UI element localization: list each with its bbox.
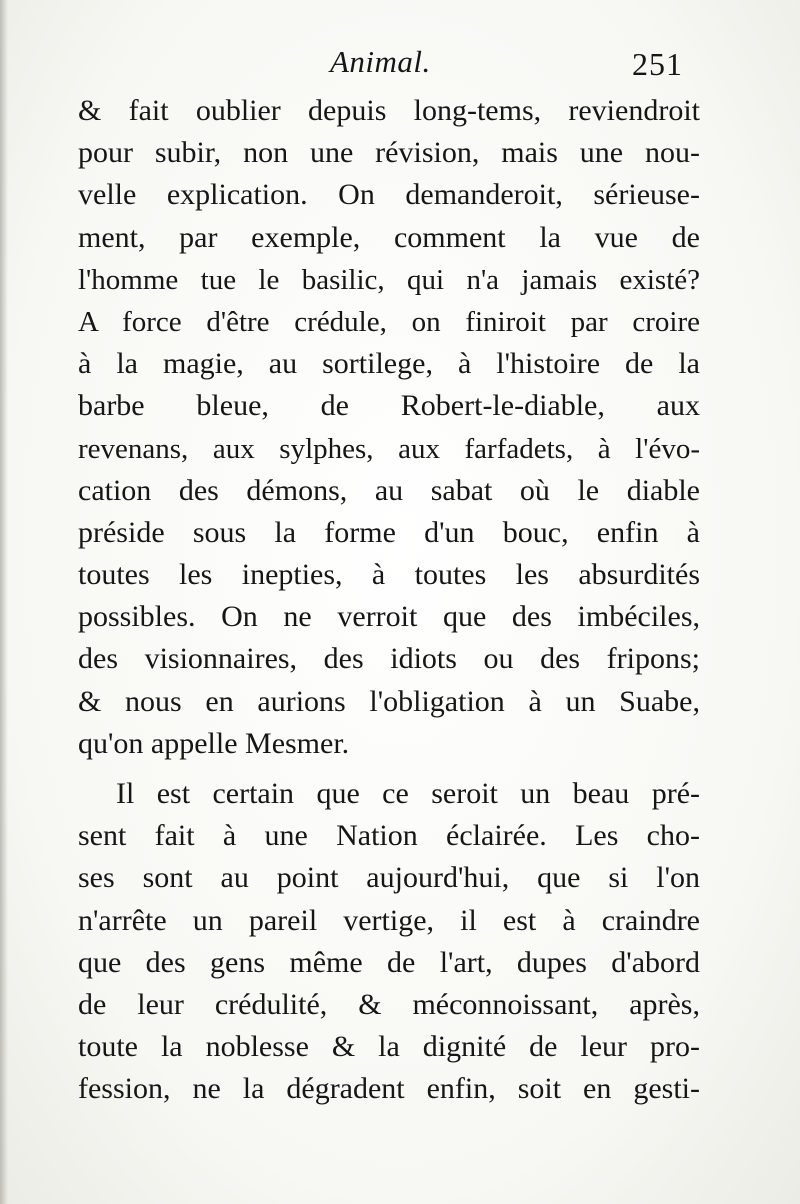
text-line: de leur crédulité, & méconnoissant, après, <box>78 987 700 1021</box>
running-title: Animal. <box>330 44 431 79</box>
text-line: Il est certain que ce seroit un beau pré- <box>116 777 700 810</box>
paragraph-2 <box>78 773 700 1111</box>
text-line: pour subir, non une révision, mais une nou- <box>78 136 700 170</box>
text-line: n'arrête un pareil vertige, il est à craindre <box>78 903 700 937</box>
text-line: ment, par exemple, comment la vue de <box>78 220 700 254</box>
text-line: toute la noblesse & la dignité de leur pro- <box>78 1030 700 1064</box>
text-line: cation des démons, au sabat où le diable <box>78 473 700 507</box>
paragraph-gap <box>78 765 700 773</box>
text-line: qu'on appelle Mesmer. <box>78 726 350 760</box>
text-line: ses sont au point aujourd'hui, que si l'on <box>78 861 700 895</box>
text-line: préside sous la forme d'un bouc, enfin à <box>78 515 700 549</box>
text-line: barbe bleue, de Robert-le-diable, aux <box>78 389 700 423</box>
text-line: & nous en aurions l'obligation à un Suabe, <box>78 684 700 718</box>
text-line: fession, ne la dégradent enfin, soit en gesti- <box>78 1072 700 1106</box>
text-line: & fait oublier depuis long-tems, reviendroit <box>78 94 700 127</box>
paragraph-1 <box>78 90 700 765</box>
text-line: toutes les inepties, à toutes les absurdités <box>78 558 700 592</box>
text-line: velle explication. On demanderoit, sérieuse- <box>78 178 700 212</box>
text-line: A force d'être crédule, on finiroit par croire <box>78 305 700 338</box>
text-line: que des gens même de l'art, dupes d'abord <box>78 945 700 979</box>
text-line: sent fait à une Nation éclairée. Les cho- <box>78 819 700 853</box>
body-text <box>78 90 700 1111</box>
page-header <box>0 38 800 88</box>
page-gutter-shadow <box>0 0 8 1204</box>
text-line: possibles. On ne verroit que des imbéciles, <box>78 600 700 634</box>
page-number: 251 <box>632 46 683 82</box>
text-line: à la magie, au sortilege, à l'histoire de la <box>78 347 700 381</box>
text-line: des visionnaires, des idiots ou des fripons; <box>78 642 700 676</box>
text-line: revenans, aux sylphes, aux farfadets, à l'évo- <box>78 432 700 465</box>
text-line: l'homme tue le basilic, qui n'a jamais existé? <box>78 263 700 296</box>
